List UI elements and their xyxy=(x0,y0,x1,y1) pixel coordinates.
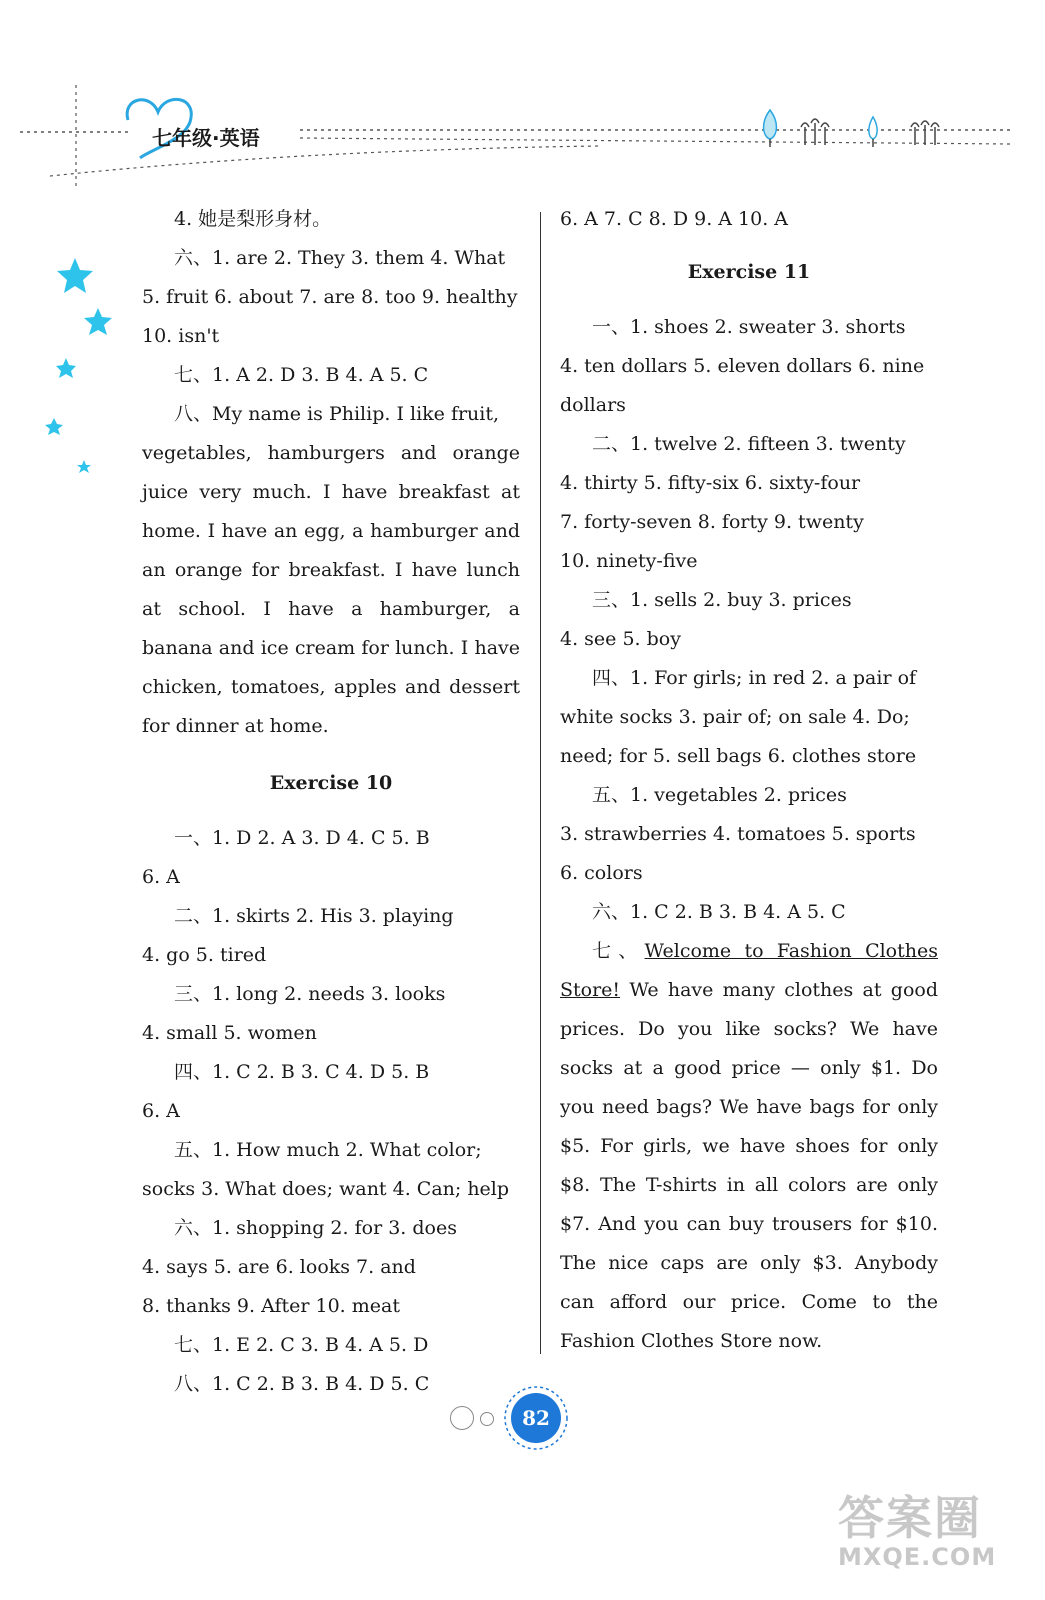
right-passage: 七、Welcome to Fashion Clothes Store! We have many clothes at good prices. Do you like socks? We have socks at a good price — only $1. Do you need bags? We have bags for only $5. For girls, we have shoes for only $8. The T-shirts in all colors are only $7. And you can buy trousers for $10. The nice caps are only $3. Anybody can afford our price. Come to the Fashion Clothes Store now. xyxy=(560,940,938,1352)
star-icon xyxy=(45,418,63,435)
answer-line: socks 3. What does; want 4. Can; help xyxy=(142,1178,510,1200)
star-icon xyxy=(56,358,76,378)
footer-circle-small xyxy=(480,1412,494,1426)
watermark xyxy=(838,1492,996,1570)
right-column xyxy=(560,200,938,1361)
plant-icons xyxy=(755,105,955,150)
answer-line: 五、1. vegetables 2. prices xyxy=(592,784,847,806)
star-icon xyxy=(77,460,91,473)
answer-line: 4. see 5. boy xyxy=(560,628,681,650)
answer-line: 三、1. long 2. needs 3. looks xyxy=(174,983,446,1005)
answer-line: 五、1. How much 2. What color; xyxy=(174,1139,482,1161)
answer-line: white socks 3. pair of; on sale 4. Do; xyxy=(560,706,910,728)
answer-line: 八、1. C 2. B 3. B 4. D 5. C xyxy=(174,1373,430,1395)
answer-line: 四、1. For girls; in red 2. a pair of xyxy=(592,667,917,689)
answer-line: 六、1. shopping 2. for 3. does xyxy=(174,1217,457,1239)
answer-line: 5. fruit 6. about 7. are 8. too 9. healthy xyxy=(142,286,518,308)
answer-line: 6. A xyxy=(142,866,180,888)
answer-line: 4. go 5. tired xyxy=(142,944,267,966)
answer-line: 二、1. twelve 2. fifteen 3. twenty xyxy=(592,433,906,455)
answer-line: 6. colors xyxy=(560,862,643,884)
star-decorations xyxy=(40,250,120,490)
exercise-11-title: Exercise 11 xyxy=(687,261,811,283)
exercise-10-title: Exercise 10 xyxy=(269,772,393,794)
answer-line: 二、1. skirts 2. His 3. playing xyxy=(174,905,454,927)
answer-line: 6. A xyxy=(142,1100,180,1122)
watermark-cn: 答案圈 xyxy=(838,1491,982,1545)
header-title: 七年级·英语 xyxy=(152,126,260,150)
answer-line: need; for 5. sell bags 6. clothes store xyxy=(560,745,917,767)
star-icon xyxy=(57,258,93,293)
star-icon xyxy=(84,308,112,335)
answer-line: 4. ten dollars 5. eleven dollars 6. nine xyxy=(560,355,925,377)
answer-line: 10. ninety-five xyxy=(560,550,698,572)
page-number-ring xyxy=(503,1385,569,1451)
answer-line: 7. forty-seven 8. forty 9. twenty xyxy=(560,511,864,533)
answer-line: 4. says 5. are 6. looks 7. and xyxy=(142,1256,416,1278)
answer-line: 三、1. sells 2. buy 3. prices xyxy=(592,589,852,611)
left-passage: 八、My name is Philip. I like fruit, vegetables, hamburgers and orange juice very much. I have breakfast at home. I have an egg, a hamburger and an orange for breakfast. I have lunch at school. I have a hamburger, a banana and ice cream for lunch. I have chicken, tomatoes, apples and dessert for dinner at home. xyxy=(142,403,520,737)
answer-line: 六、1. C 2. B 3. B 4. A 5. C xyxy=(592,901,846,923)
answer-line: 4. thirty 5. fifty-six 6. sixty-four xyxy=(560,472,861,494)
watermark-en: MXQE.COM xyxy=(838,1543,997,1571)
left-column xyxy=(142,200,520,1404)
answer-line: 4. 她是梨形身材。 xyxy=(174,208,332,230)
answer-line: 七、1. E 2. C 3. B 4. A 5. D xyxy=(174,1334,429,1356)
footer-circle xyxy=(450,1406,474,1430)
answer-line: 10. isn't xyxy=(142,325,220,347)
answer-line: 6. A 7. C 8. D 9. A 10. A xyxy=(560,208,789,230)
page-number: 82 xyxy=(511,1393,561,1443)
answer-line: 四、1. C 2. B 3. C 4. D 5. B xyxy=(174,1061,430,1083)
column-divider xyxy=(540,212,541,1354)
answer-line: 七、1. A 2. D 3. B 4. A 5. C xyxy=(174,364,429,386)
answer-line: 3. strawberries 4. tomatoes 5. sports xyxy=(560,823,916,845)
answer-line: 8. thanks 9. After 10. meat xyxy=(142,1295,400,1317)
answer-line: 六、1. are 2. They 3. them 4. What xyxy=(174,247,506,269)
answer-line: 4. small 5. women xyxy=(142,1022,317,1044)
answer-line: 一、1. shoes 2. sweater 3. shorts xyxy=(592,316,906,338)
answer-line: dollars xyxy=(560,394,626,416)
answer-line: 一、1. D 2. A 3. D 4. C 5. B xyxy=(174,827,430,849)
